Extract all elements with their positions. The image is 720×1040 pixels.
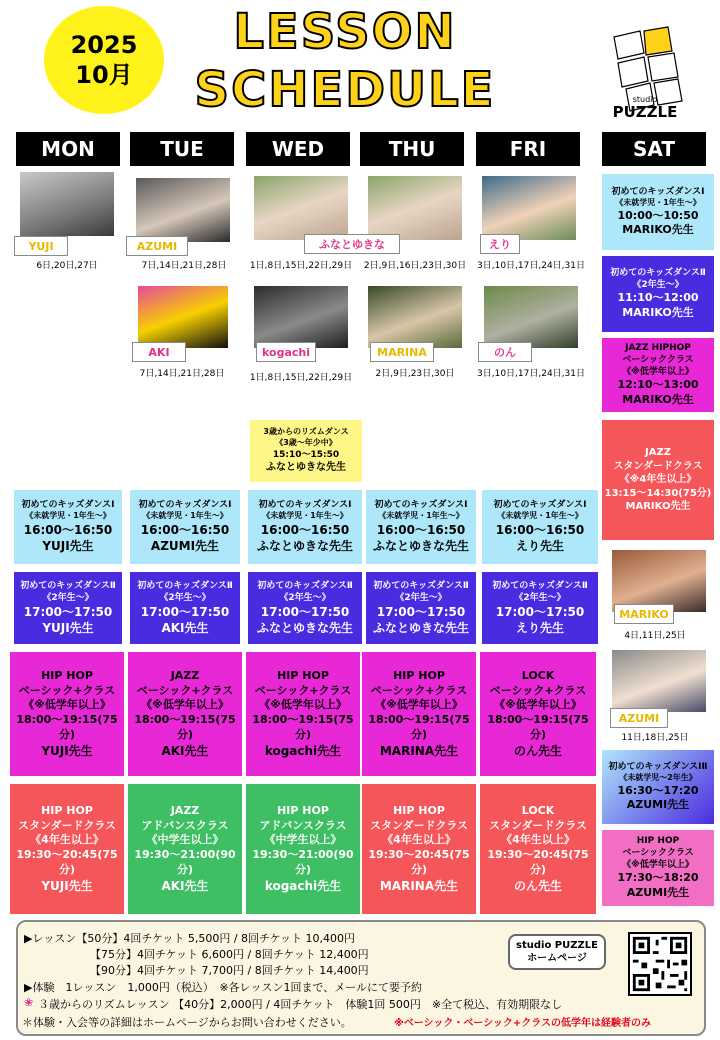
lesson-time: 18:00～19:15(75分) (16, 713, 118, 742)
lesson-title: 初めてのキッズダンスⅡ (610, 268, 706, 279)
lesson-class: アドバンスクラス (259, 818, 347, 832)
lesson-class: ベーシック+クラス (370, 683, 468, 697)
lesson-time: 19:30～20:45(75分) (368, 848, 470, 877)
flower-icon: ❀ (24, 996, 34, 1009)
lesson-box-basic (10, 652, 124, 776)
instructor-photo (254, 176, 348, 240)
lesson-genre: JAZZ HIPHOP (625, 342, 691, 353)
lesson-teacher: のん先生 (513, 879, 562, 894)
trial-line: ▶体験 1レッスン 1,000円（税込） ※各レッスン1回まで、メールにて要予約 (24, 981, 423, 994)
logo-name: PUZZLE (612, 103, 678, 121)
instructor-dates: 1日,8日,15日,22日,29日 (249, 373, 353, 383)
lesson-time: 12:10～13:00 (617, 378, 699, 392)
lesson-teacher: AKI先生 (161, 621, 209, 636)
sat-lesson-box (602, 420, 714, 540)
lesson-teacher: AZUMI先生 (626, 886, 690, 900)
lesson-time: 19:30～20:45(75分) (16, 848, 118, 877)
lesson-target: 《2年生～》 (159, 592, 211, 603)
lesson-time: 17:00～17:50 (260, 604, 350, 619)
lesson-genre: JAZZ (170, 803, 200, 817)
lesson-teacher: YUJI先生 (42, 539, 94, 554)
lesson-box-advanced (362, 784, 476, 914)
instructor-dates: 7日,14日,21日,28日 (139, 369, 225, 379)
lesson-box-advanced (246, 784, 360, 914)
lesson-target: 《※低学年以上》 (622, 367, 694, 378)
lesson-teacher: AZUMI先生 (150, 539, 220, 554)
lesson-target: 《4年生以上》 (30, 833, 104, 847)
lesson-box-basic (246, 652, 360, 776)
lesson-target: 《2年生～》 (632, 280, 684, 291)
instructor-dates: 1日,8日,15日,22日,29日 (249, 261, 353, 271)
instructor-photo (368, 286, 462, 348)
instructor-name-tag: ふなとゆきな (304, 234, 400, 254)
lesson-genre: HIP HOP (636, 835, 680, 846)
lesson-target: 《中学生以上》 (146, 833, 224, 847)
instructor-name-tag: MARIKO (614, 604, 674, 624)
lesson-target: 《未就学児・1年生～》 (25, 511, 111, 521)
lesson-teacher: MARINA先生 (379, 879, 459, 894)
lesson-class: スタンダードクラス (488, 818, 587, 832)
sat-lesson-box (602, 830, 714, 906)
lesson-teacher: AKI先生 (161, 879, 209, 894)
instructor-photo (20, 172, 114, 236)
lesson-target: 《未就学児～2年生》 (619, 772, 697, 782)
lesson-teacher: MARIKO先生 (625, 501, 691, 513)
lesson-class: ベーシック+クラス (18, 683, 116, 697)
lesson-class: ベーシック+クラス (489, 683, 587, 697)
lesson-box-kids2 (130, 572, 240, 644)
lesson-title: 初めてのキッズダンスⅠ (611, 186, 705, 197)
lesson-genre: LOCK (521, 668, 555, 682)
instructor-dates: 3日,10日,17日,24日,31日 (477, 369, 585, 379)
lesson-time: 17:00～17:50 (23, 604, 113, 619)
lesson-box-advanced (10, 784, 124, 914)
lesson-teacher: YUJI先生 (41, 879, 93, 894)
lesson-box-kids1 (482, 490, 598, 564)
lesson-teacher: AKI先生 (161, 744, 209, 759)
rhythm-price-line: ３歳からのリズムレッスン 【40分】2,000円 / 4回チケット 体験1回 500円 ※全て税込、有効期限なし (38, 998, 563, 1011)
lesson-time: 17:00～17:50 (140, 604, 230, 619)
lesson-time: 10:00～10:50 (617, 208, 699, 222)
lesson-time: 18:00～19:15(75分) (368, 713, 470, 742)
lesson-time: 16:00～16:50 (495, 523, 585, 538)
experience-note: ※ベーシック・ベーシック+クラスの低学年は経験者のみ (394, 1018, 652, 1029)
lesson-box-kids2 (366, 572, 476, 644)
title-line-1: LESSON (233, 4, 457, 60)
lesson-class: ベーシッククラス (622, 355, 694, 366)
qr-code-icon[interactable] (628, 932, 692, 996)
month-text: 10月 (75, 61, 133, 89)
lesson-box-basic (480, 652, 596, 776)
instructor-dates: 11日,18日,25日 (621, 733, 689, 743)
lesson-box-kids1 (130, 490, 240, 564)
year-text: 2025 (70, 31, 138, 59)
lesson-target: 《※低学年以上》 (141, 698, 229, 712)
instructor-photo (368, 176, 462, 240)
day-fri: FRI (476, 132, 580, 166)
lesson-box-rhythm (250, 420, 362, 482)
day-sat: SAT (602, 132, 706, 166)
instructor-photo (484, 286, 578, 348)
lesson-genre: HIP HOP (41, 668, 93, 682)
lesson-class: ベーシック+クラス (136, 683, 234, 697)
lesson-time: 19:30～20:45(75分) (487, 848, 589, 877)
lesson-box-kids1 (248, 490, 362, 564)
lesson-target: 《2年生～》 (514, 592, 566, 603)
lesson-target: 《3歳～年少中》 (275, 438, 337, 448)
lesson-class: スタンダードクラス (17, 818, 116, 832)
instructor-name-tag: AKI (132, 342, 186, 362)
instructor-dates: 2日,9日,16日,23日,30日 (363, 261, 467, 271)
lesson-target: 《2年生～》 (395, 592, 447, 603)
lesson-box-basic (362, 652, 476, 776)
lesson-teacher: YUJI先生 (42, 621, 94, 636)
instructor-photo (482, 176, 576, 240)
lesson-genre: LOCK (521, 803, 555, 817)
lesson-time: 13:15～14:30(75分) (604, 487, 712, 499)
lesson-title: 初めてのキッズダンスⅠ (138, 500, 232, 511)
instructor-name-tag: YUJI (14, 236, 68, 256)
lesson-target: 《未就学児・1年生～》 (262, 511, 348, 521)
lesson-title: 初めてのキッズダンスⅡ (492, 580, 588, 591)
instructor-name-tag: kogachi (256, 342, 316, 362)
instructor-name-tag: えり (480, 234, 520, 254)
instructor-dates: 7日,14日,21日,28日 (141, 261, 227, 271)
lesson-target: 《未就学児・1年生～》 (142, 511, 228, 521)
lesson-genre: JAZZ (645, 447, 671, 459)
title-line-2: SCHEDULE (194, 62, 496, 118)
lesson-box-kids1 (14, 490, 122, 564)
instructor-photo (136, 178, 230, 242)
day-thu: THU (360, 132, 464, 166)
lesson-time: 17:00～17:50 (495, 604, 585, 619)
lesson-title: 初めてのキッズダンスⅡ (257, 580, 353, 591)
instructor-photo (254, 286, 348, 348)
lesson-box-kids2 (248, 572, 362, 644)
instructor-photo (612, 650, 706, 712)
homepage-link-label: ホームページ (527, 953, 587, 964)
lesson-teacher: えり先生 (515, 539, 564, 554)
lesson-box-kids1 (366, 490, 476, 564)
lesson-teacher: MARIKO先生 (622, 223, 694, 237)
lesson-teacher: ふなとゆきな先生 (256, 539, 353, 554)
lesson-time: 19:30～21:00(90分) (252, 848, 354, 877)
inquiry-line: ＊体験・入会等の詳細はホームページからお問い合わせください。 (22, 1016, 352, 1029)
lesson-teacher: のん先生 (513, 744, 562, 759)
lesson-box-kids2 (14, 572, 122, 644)
lesson-genre: JAZZ (170, 668, 200, 682)
lesson-target: 《未就学児・1年生～》 (378, 511, 464, 521)
lesson-teacher: MARINA先生 (379, 744, 459, 759)
lesson-title: 初めてのキッズダンスⅠⅡ (608, 761, 708, 772)
lesson-teacher: ふなとゆきな先生 (372, 539, 469, 554)
logo-studio: studio (632, 95, 658, 104)
day-tue: TUE (130, 132, 234, 166)
lesson-target: 《※低学年以上》 (23, 698, 111, 712)
lesson-time: 18:00～19:15(75分) (252, 713, 354, 742)
lesson-time: 16:30～17:20 (617, 783, 699, 797)
lesson-target: 《未就学児・1年生～》 (615, 197, 701, 207)
lesson-genre: HIP HOP (277, 803, 329, 817)
lesson-class: ベーシック+クラス (254, 683, 352, 697)
lesson-title: 初めてのキッズダンスⅡ (137, 580, 233, 591)
lesson-time: 17:30～18:20 (617, 871, 699, 885)
lesson-teacher: YUJI先生 (41, 744, 93, 759)
lesson-target: 《中学生以上》 (264, 833, 342, 847)
instructor-dates: 6日,20日,27日 (36, 261, 98, 271)
instructor-dates: 3日,10日,17日,24日,31日 (477, 261, 585, 271)
lesson-class: アドバンスクラス (141, 818, 229, 832)
price-line-50: ▶レッスン【50分】4回チケット 5,500円 / 8回チケット 10,400円 (24, 932, 356, 945)
lesson-teacher: kogachi先生 (264, 744, 342, 759)
lesson-teacher: ふなとゆきな先生 (266, 462, 346, 474)
lesson-title: 初めてのキッズダンスⅠ (21, 500, 115, 511)
instructor-name-tag: のん (478, 342, 532, 362)
lesson-time: 16:00～16:50 (23, 523, 113, 538)
lesson-time: 16:00～16:50 (140, 523, 230, 538)
lesson-class: スタンダードクラス (613, 460, 703, 472)
lesson-box-advanced (480, 784, 596, 914)
instructor-name-tag: AZUMI (126, 236, 188, 256)
lesson-title: 初めてのキッズダンスⅠ (374, 500, 468, 511)
instructor-name-tag: AZUMI (610, 708, 668, 728)
lesson-genre: HIP HOP (393, 668, 445, 682)
lesson-target: 《未就学児・1年生～》 (497, 511, 583, 521)
price-line-90: 【90分】4回チケット 7,700円 / 8回チケット 14,400円 (90, 964, 369, 977)
sat-lesson-box (602, 338, 714, 412)
instructor-photo (138, 286, 228, 348)
lesson-title: 初めてのキッズダンスⅠ (493, 500, 587, 511)
lesson-target: 《2年生～》 (42, 592, 94, 603)
lesson-time: 15:10～15:50 (272, 449, 340, 460)
sat-lesson-box (602, 750, 714, 824)
instructor-photo (612, 550, 706, 612)
lesson-time: 17:00～17:50 (376, 604, 466, 619)
lesson-genre: HIP HOP (393, 803, 445, 817)
instructor-dates: 2日,9日,23日,30日 (375, 369, 455, 379)
lesson-time: 19:30～21:00(90分) (134, 848, 236, 877)
lesson-target: 《※低学年以上》 (622, 860, 694, 871)
instructor-name-tag: MARINA (370, 342, 434, 362)
lesson-teacher: えり先生 (515, 621, 564, 636)
lesson-title: 初めてのキッズダンスⅠ (258, 500, 352, 511)
lesson-box-basic (128, 652, 242, 776)
lesson-class: ベーシッククラス (622, 848, 694, 859)
day-wed: WED (246, 132, 350, 166)
lesson-teacher: MARIKO先生 (622, 306, 694, 320)
lesson-teacher: AZUMI先生 (626, 798, 690, 812)
lesson-box-advanced (128, 784, 242, 914)
lesson-teacher: ふなとゆきな先生 (256, 621, 353, 636)
lesson-time: 18:00～19:15(75分) (487, 713, 589, 742)
sat-lesson-box (602, 256, 714, 332)
lesson-target: 《4年生以上》 (501, 833, 575, 847)
lesson-time: 18:00～19:15(75分) (134, 713, 236, 742)
lesson-teacher: ふなとゆきな先生 (372, 621, 469, 636)
day-mon: MON (16, 132, 120, 166)
lesson-title: 初めてのキッズダンスⅡ (373, 580, 469, 591)
instructor-dates: 4日,11日,25日 (624, 631, 686, 641)
lesson-title: 初めてのキッズダンスⅡ (20, 580, 116, 591)
lesson-genre: HIP HOP (41, 803, 93, 817)
year-month-badge (44, 6, 164, 114)
lesson-class: スタンダードクラス (369, 818, 468, 832)
lesson-target: 《4年生以上》 (382, 833, 456, 847)
lesson-target: 《※4年生以上》 (619, 474, 697, 486)
homepage-link[interactable] (508, 934, 606, 970)
sat-lesson-box (602, 174, 714, 250)
lesson-genre: HIP HOP (277, 668, 329, 682)
lesson-target: 《2年生～》 (279, 592, 331, 603)
price-line-75: 【75分】4回チケット 6,600円 / 8回チケット 12,400円 (90, 948, 369, 961)
homepage-link-title: studio PUZZLE (516, 940, 598, 951)
lesson-target: 《※低学年以上》 (259, 698, 347, 712)
lesson-time: 16:00～16:50 (260, 523, 350, 538)
lesson-teacher: MARIKO先生 (622, 393, 694, 407)
logo-text (600, 96, 690, 120)
lesson-teacher: kogachi先生 (264, 879, 342, 894)
lesson-target: 《※低学年以上》 (375, 698, 463, 712)
lesson-title: 3歳からのリズムダンス (263, 427, 349, 437)
lesson-target: 《※低学年以上》 (494, 698, 582, 712)
lesson-box-kids2 (482, 572, 598, 644)
lesson-time: 11:10～12:00 (617, 291, 699, 305)
lesson-time: 16:00～16:50 (376, 523, 466, 538)
